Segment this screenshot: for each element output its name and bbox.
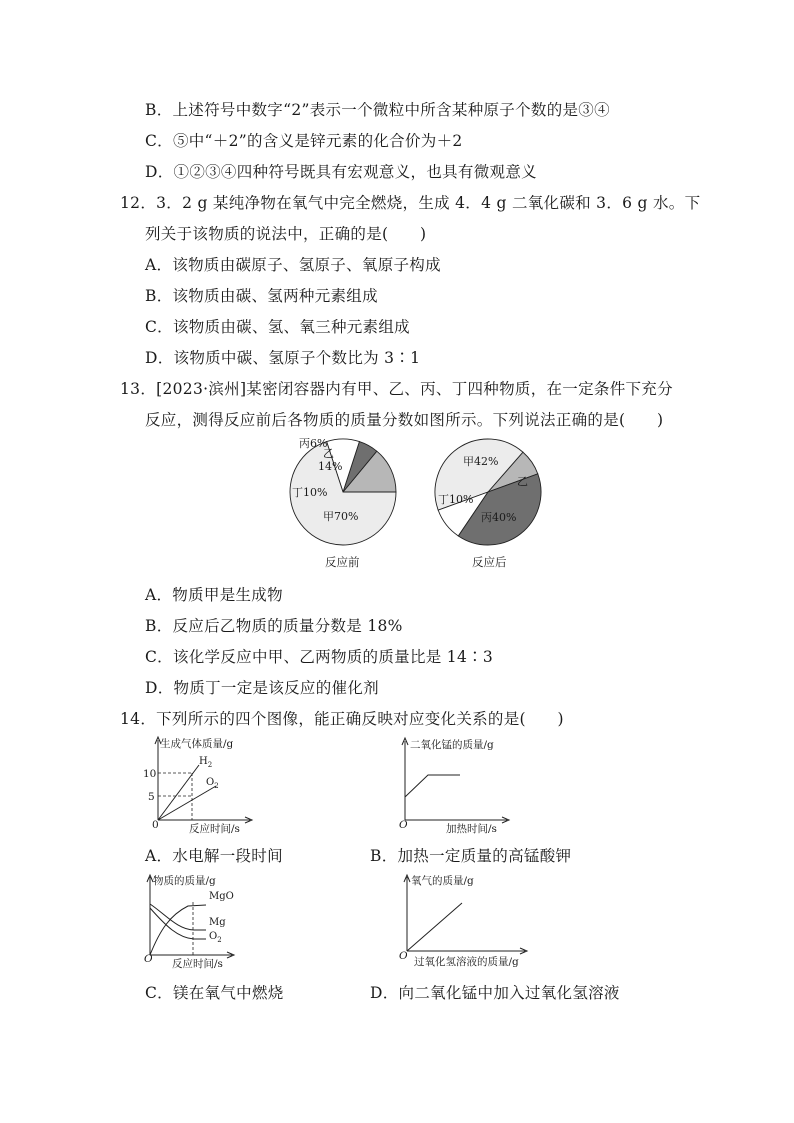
graph-b-heating-kmno4: [395, 733, 525, 837]
q12-option-b: B．该物质由碳、氢两种元素组成: [145, 287, 378, 305]
graph-d-origin: O: [399, 950, 408, 962]
q11-option-d: D．①②③④四种符号既具有宏观意义，也具有微观意义: [145, 163, 537, 181]
q13-stem-line2: 反应，测得反应前后各物质的质量分数如图所示。下列说法正确的是( ): [145, 411, 664, 429]
q12-option-c: C．该物质由碳、氢、氧三种元素组成: [145, 318, 410, 336]
graph-c-x-label: 反应时间/s: [172, 958, 223, 970]
q14-option-d: D．向二氧化锰中加入过氧化氢溶液: [370, 984, 620, 1002]
q12-stem-line1: 12．3．2 g 某纯净物在氧气中完全燃烧，生成 4．4 g 二氧化碳和 3．6 g 水。下: [120, 194, 701, 212]
pie2-label-bing: 丙40%: [481, 511, 517, 524]
q14-option-c: C．镁在氧气中燃烧: [145, 984, 284, 1002]
graph-c-o2-label: $O_2$: [209, 931, 222, 944]
pie1-label-yi-pct: 14%: [318, 460, 343, 473]
q11-option-b: B．上述符号中数字“2”表示一个微粒中所含某种原子个数的是③④: [145, 101, 610, 119]
graph-d-line: [407, 903, 462, 951]
graph-a-o2-line: [158, 786, 216, 820]
pie2-caption: 反应后: [472, 555, 507, 569]
graph-d-x-label: 过氧化氢溶液的质量/g: [414, 956, 519, 968]
q11-option-c: C．⑤中“＋2”的含义是锌元素的化合价为＋2: [145, 132, 463, 150]
graph-a-origin: 0: [152, 819, 159, 831]
graph-a-h2-label: $H_2$: [199, 756, 213, 769]
graph-a-tick-5: 5: [148, 791, 155, 803]
graph-b-origin: O: [399, 819, 408, 831]
graph-a-x-label: 反应时间/s: [189, 823, 240, 835]
graph-b-x-label: 加热时间/s: [446, 823, 497, 835]
graph-a-y-label: 生成气体质量/g: [160, 738, 234, 750]
graph-b-y-label: 二氧化锰的质量/g: [410, 739, 494, 751]
pie2-label-yi: 乙: [517, 475, 528, 488]
graph-a-tick-10: 10: [143, 768, 157, 780]
graph-c-mgo-label: MgO: [209, 891, 234, 902]
pie-charts-figure: [270, 436, 560, 572]
pie1-caption: 反应前: [325, 555, 360, 569]
pie2-label-jia: 甲42%: [463, 455, 499, 468]
graph-c-mg-label: Mg: [209, 917, 226, 928]
q14-stem: 14．下列所示的四个图像，能正确反映对应变化关系的是( ): [120, 710, 564, 728]
q12-stem-line2: 列关于该物质的说法中，正确的是( ): [145, 225, 427, 243]
q13-option-a: A．物质甲是生成物: [145, 586, 283, 604]
graph-c-y-label: 物质的质量/g: [153, 875, 216, 887]
pie1-label-ding: 丁10%: [292, 486, 328, 499]
q12-option-a: A．该物质由碳原子、氢原子、氧原子构成: [145, 256, 441, 274]
q12-option-d: D．该物质中碳、氢原子个数比为 3∶1: [145, 349, 421, 367]
q13-option-b: B．反应后乙物质的质量分数是 18%: [145, 617, 403, 635]
pie1-label-bing: 丙6%: [299, 437, 328, 450]
pie1-label-yi: 乙: [323, 447, 334, 460]
graph-d-y-label: 氧气的质量/g: [411, 875, 474, 887]
pie1-label-jia: 甲70%: [323, 510, 359, 523]
graph-c-origin: O: [144, 953, 153, 965]
graph-b-curve: [405, 775, 460, 797]
graph-a-o2-label: $O_2$: [206, 777, 219, 790]
q14-option-b: B．加热一定质量的高锰酸钾: [370, 847, 572, 865]
graph-a-water-electrolysis: [140, 733, 280, 837]
graph-c-mg-burning: [140, 870, 280, 974]
q13-stem-line1: 13．[2023·滨州]某密闭容器内有甲、乙、丙、丁四种物质，在一定条件下充分: [120, 380, 673, 398]
q13-option-d: D．物质丁一定是该反应的催化剂: [145, 679, 379, 697]
graph-d-h2o2-on-mno2: [395, 870, 550, 974]
q14-option-a: A．水电解一段时间: [145, 847, 283, 865]
q13-option-c: C．该化学反应中甲、乙两物质的质量比是 14∶3: [145, 648, 494, 666]
pie2-label-ding: 丁10%: [438, 493, 474, 506]
